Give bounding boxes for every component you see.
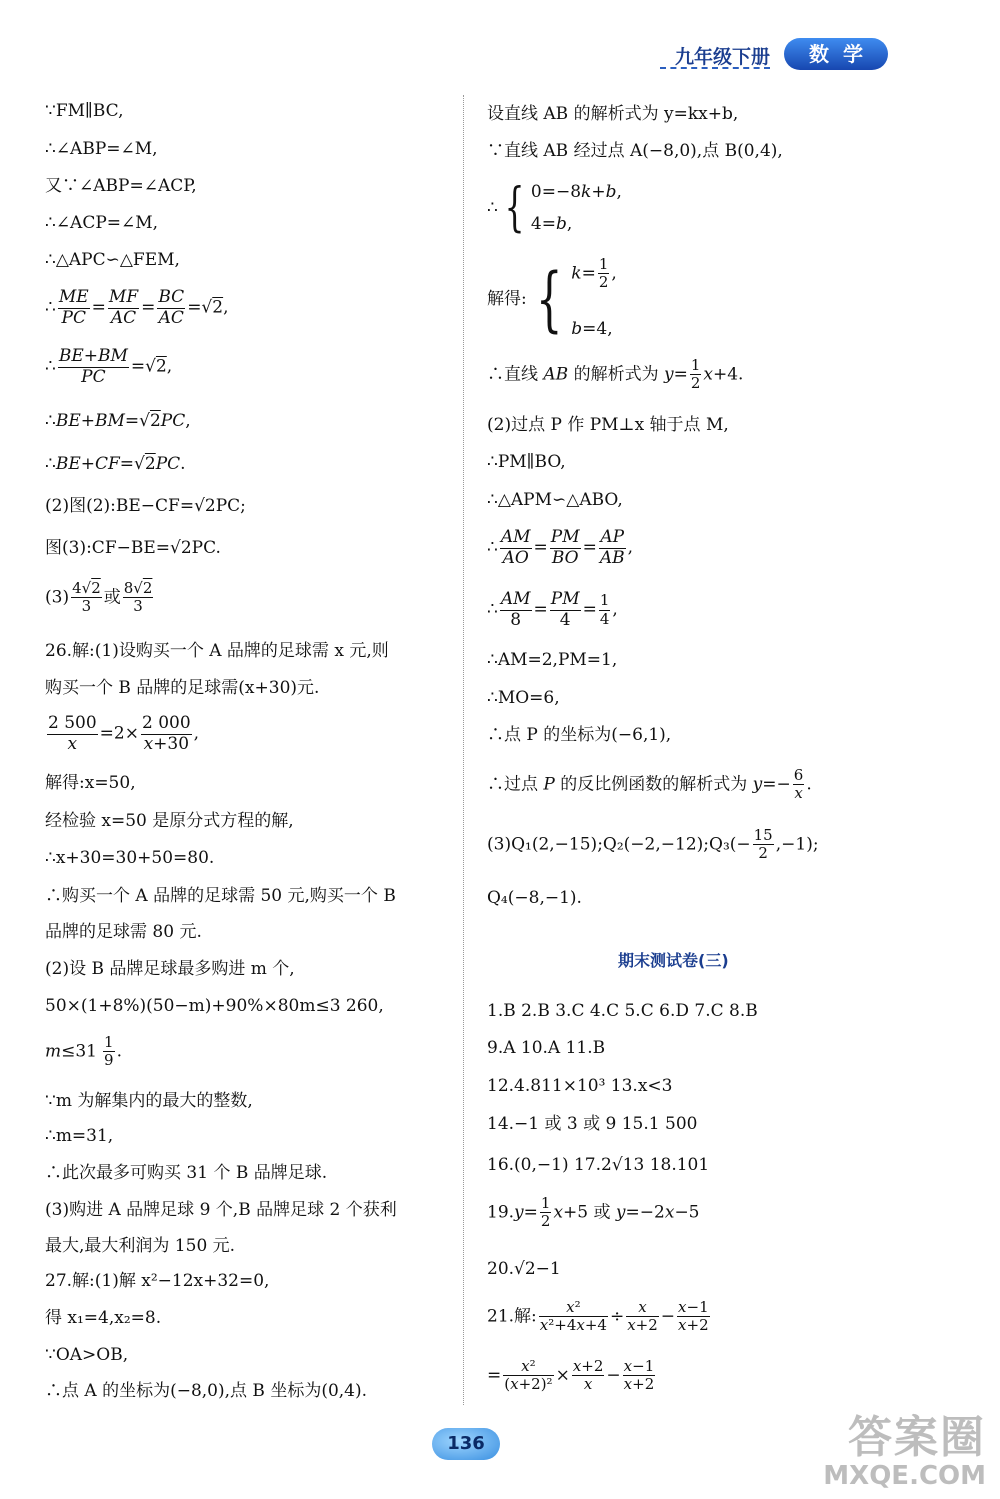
text-line: 品牌的足球需 80 元.: [45, 922, 202, 942]
fraction-equation: (3) $\frac{4√2}{3}$ 或 $\frac{8√2}{3}$: [45, 579, 153, 616]
equation-system: 解得: { k= $\frac{1}{2}$ , b=4,: [487, 255, 617, 341]
text-line: ∵OA>OB,: [45, 1345, 129, 1365]
answer-line: 14.−1 或 3 或 9 15.1 500: [487, 1114, 698, 1134]
answer-line: 16.(0,−1) 17.2√13 18.101: [487, 1155, 710, 1175]
text-line: (3)购进 A 品牌足球 9 个,B 品牌足球 2 个获利: [45, 1200, 397, 1220]
fraction-equation: $\frac{2 500}{x}$ =2× $\frac{2 000}{x+30}$ ,: [48, 713, 200, 754]
text-line: 最大,最大利润为 150 元.: [45, 1236, 236, 1256]
fraction-equation: m≤31 $\frac{1}{9}$ .: [45, 1033, 122, 1070]
page-header: [628, 34, 888, 72]
text-line: ∴m=31,: [45, 1126, 114, 1146]
text-line: 得 x₁=4,x₂=8.: [45, 1308, 162, 1328]
fraction-equation: (3)Q₁(2,−15);Q₂(−2,−12);Q₃(− $\frac{15}{2}$ ,−1);: [487, 826, 819, 863]
watermark: [823, 1401, 986, 1491]
fraction-equation: 19.y= $\frac{1}{2}$ x+5 或 y=−2x−5: [487, 1194, 700, 1231]
text-line: ∴点 P 的坐标为(−6,1),: [487, 725, 672, 745]
text-line: (2)设 B 品牌足球最多购进 m 个,: [45, 959, 295, 979]
text-line: (2)图(2):BE−CF=√2PC;: [45, 496, 246, 516]
equation-system: ∴ { 0=−8k+b, 4=b,: [487, 178, 622, 239]
text-line: ∴购买一个 A 品牌的足球需 50 元,购买一个 B: [45, 886, 396, 906]
text-line: 经检验 x=50 是原分式方程的解,: [45, 811, 294, 831]
fraction-equation: ∴ $\frac{AM}{AO}$ = $\frac{PM}{BO}$ = $\frac{AP}{AB}$ ,: [487, 527, 634, 568]
answer-line: 20.√2−1: [487, 1259, 561, 1279]
section-title: 期末测试卷(三): [618, 951, 729, 970]
answer-line: 12.4.811×10³ 13.x<3: [487, 1076, 673, 1096]
text-line: 解得:x=50,: [45, 773, 136, 793]
text-line: 图(3):CF−BE=√2PC.: [45, 538, 221, 558]
fraction-equation: 21.解: $\frac{\text{x²}}{\text{x²+4x+4}}$ ÷ $\frac{x}{x+2}$ − $\frac{x-1}{x+2}$: [487, 1298, 709, 1335]
q-points-end: ,−1);: [775, 834, 819, 855]
text-line: 27.解:(1)解 x²−12x+32=0,: [45, 1271, 270, 1291]
fraction-equation: = $\frac{\text{x²}}{\text{(x+2)²}}$ × $\frac{x+2}{x}$ − $\frac{x-1}{x+2}$: [487, 1357, 655, 1394]
text-line: ∵FM∥BC,: [45, 101, 124, 121]
text-line: 26.解:(1)设购买一个 A 品牌的足球需 x 元,则: [45, 641, 389, 661]
text-line: ∴BE+CF=√2PC.: [45, 454, 186, 474]
text-line: 50×(1+8%)(50−m)+90%×80m≤3 260,: [45, 996, 384, 1016]
text-line: 设直线 AB 的解析式为 y=kx+b,: [487, 104, 739, 124]
text-line: ∴∠ACP=∠M,: [45, 213, 159, 233]
text-line: ∴BE+BM=√2PC,: [45, 411, 191, 431]
header-rule: [660, 67, 770, 69]
watermark-url: MXQE.COM: [823, 1461, 986, 1491]
text-line: ∴x+30=30+50=80.: [45, 848, 215, 868]
answer-line: 9.A 10.A 11.B: [487, 1038, 606, 1058]
grade-label: 九年级下册: [674, 46, 770, 68]
page-number: 136: [432, 1428, 500, 1460]
fraction-equation: ∴ $\frac{AM}{8}$ = $\frac{PM}{4}$ = $\frac{1}{4}$ ,: [487, 589, 618, 630]
answer-line: 1.B 2.B 3.C 4.C 5.C 6.D 7.C 8.B: [487, 1001, 758, 1021]
text-line: 购买一个 B 品牌的足球需(x+30)元.: [45, 678, 320, 698]
text-line: 又∵∠ABP=∠ACP,: [45, 176, 197, 196]
subject-badge: 数学: [784, 38, 888, 70]
text-line: ∴△APC∽△FEM,: [45, 250, 180, 270]
text-line: (2)过点 P 作 PM⊥x 轴于点 M,: [487, 415, 729, 435]
text-line: ∵m 为解集内的最大的整数,: [45, 1091, 253, 1111]
text-line: ∴此次最多可购买 31 个 B 品牌足球.: [45, 1163, 328, 1183]
text-line: ∴AM=2,PM=1,: [487, 650, 618, 670]
text-line: ∴∠ABP=∠M,: [45, 139, 158, 159]
text-line: ∴PM∥BO,: [487, 452, 566, 472]
text-line: ∴△APM∽△ABO,: [487, 490, 623, 510]
text-line: ∴点 A 的坐标为(−8,0),点 B 坐标为(0,4).: [45, 1381, 368, 1401]
text-line: ∵直线 AB 经过点 A(−8,0),点 B(0,4),: [487, 141, 783, 161]
fraction-equation: ∴ $\frac{BE+BM}{PC}$ =√2,: [45, 346, 173, 387]
fraction-equation: ∴过点 P 的反比例函数的解析式为 y=− $\frac{6}{x}$ .: [487, 766, 812, 803]
column-divider: [463, 95, 464, 1405]
fraction-equation: ∴ $\frac{ME}{PC}$ = $\frac{MF}{AC}$ = $\frac{BC}{AC}$ =√2,: [45, 287, 229, 328]
watermark-logo-text: 答案圈: [848, 1412, 986, 1463]
q-points: (3)Q₁(2,−15);Q₂(−2,−12);Q₃(−: [487, 834, 751, 855]
text-line: ∴MO=6,: [487, 688, 560, 708]
fraction-equation: ∴直线 AB 的解析式为 y= $\frac{1}{2}$ x+4.: [487, 356, 744, 393]
text-line: Q₄(−8,−1).: [487, 888, 582, 908]
